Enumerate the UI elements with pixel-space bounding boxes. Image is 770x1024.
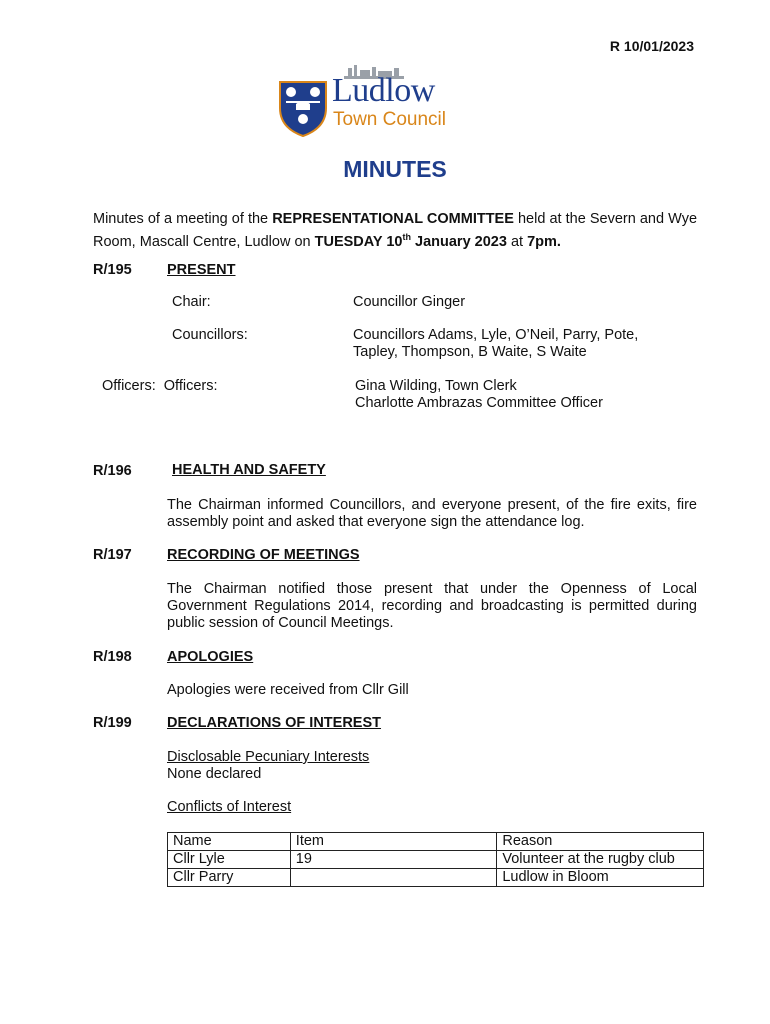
- table-header: Item: [290, 833, 497, 851]
- health-safety-text: The Chairman informed Councillors, and everyone present, of the fire exits, fire assembly point and asked that everyone sign the attendance log.: [167, 497, 697, 530]
- table-row: [168, 869, 704, 887]
- meeting-time: 7pm.: [527, 233, 561, 250]
- intro-at: at: [506, 233, 528, 250]
- table-header-row: [168, 833, 704, 851]
- page-title: MINUTES: [343, 156, 447, 182]
- section-heading-declarations: DECLARATIONS OF INTEREST: [167, 715, 382, 731]
- item-number: R/197: [93, 547, 132, 563]
- logo-text-town-council: Town Council: [333, 109, 446, 130]
- intro-paragraph: [93, 210, 697, 251]
- council-logo: [278, 62, 488, 140]
- table-header: Reason: [497, 833, 704, 851]
- chair-value: Councillor Ginger: [353, 294, 466, 310]
- intro-venue: held at the Severn and Wye Room, Mascall Centre, Ludlow on: [93, 211, 698, 250]
- table-cell: [290, 869, 497, 887]
- officers-value: Gina Wilding, Town Clerk Charlotte Ambrazas Committee Officer: [355, 378, 603, 411]
- committee-name: REPRESENTATIONAL COMMITTEE: [272, 211, 514, 227]
- dpi-block: [167, 749, 697, 783]
- table-cell: Cllr Parry: [168, 869, 291, 887]
- dpi-text: None declared: [167, 766, 262, 782]
- coi-heading: Conflicts of Interest: [167, 799, 292, 815]
- table-cell: Cllr Lyle: [168, 851, 291, 869]
- councillors-label: Councillors:: [172, 327, 248, 343]
- table-header: Name: [168, 833, 291, 851]
- dpi-heading: Disclosable Pecuniary Interests: [167, 749, 370, 765]
- section-heading-health-safety: HEALTH AND SAFETY: [172, 462, 326, 478]
- apologies-text: Apologies were received from Cllr Gill: [167, 682, 409, 698]
- section-heading-apologies: APOLOGIES: [167, 649, 254, 665]
- conflicts-table: [167, 832, 704, 887]
- section-heading-recording: RECORDING OF MEETINGS: [167, 547, 360, 563]
- intro-text: Minutes of a meeting of the: [93, 211, 273, 227]
- item-number: R/199: [93, 715, 132, 731]
- document-reference: R 10/01/2023: [609, 38, 694, 54]
- meeting-date: TUESDAY 10th January 2023: [314, 232, 507, 250]
- item-number: R/196: [93, 463, 132, 479]
- section-heading-present: PRESENT: [167, 262, 236, 278]
- item-number: R/198: [93, 649, 132, 665]
- table-row: [168, 851, 704, 869]
- item-number: R/195: [93, 262, 132, 278]
- councillors-value: Councillors Adams, Lyle, O’Neil, Parry, Pote, Tapley, Thompson, B Waite, S Waite: [353, 327, 639, 360]
- table-cell: Ludlow in Bloom: [497, 869, 704, 887]
- chair-label: Chair:: [172, 294, 211, 310]
- table-cell: 19: [290, 851, 497, 869]
- table-cell: Volunteer at the rugby club: [497, 851, 704, 869]
- recording-text: The Chairman notified those present that under the Openness of Local Government Regulations 2014, recording and broadcasting is permitted during public session of Council Meetings.: [167, 581, 697, 631]
- logo-text-ludlow: Ludlow: [332, 72, 435, 109]
- officers-label: Officers: Officers:: [102, 378, 218, 394]
